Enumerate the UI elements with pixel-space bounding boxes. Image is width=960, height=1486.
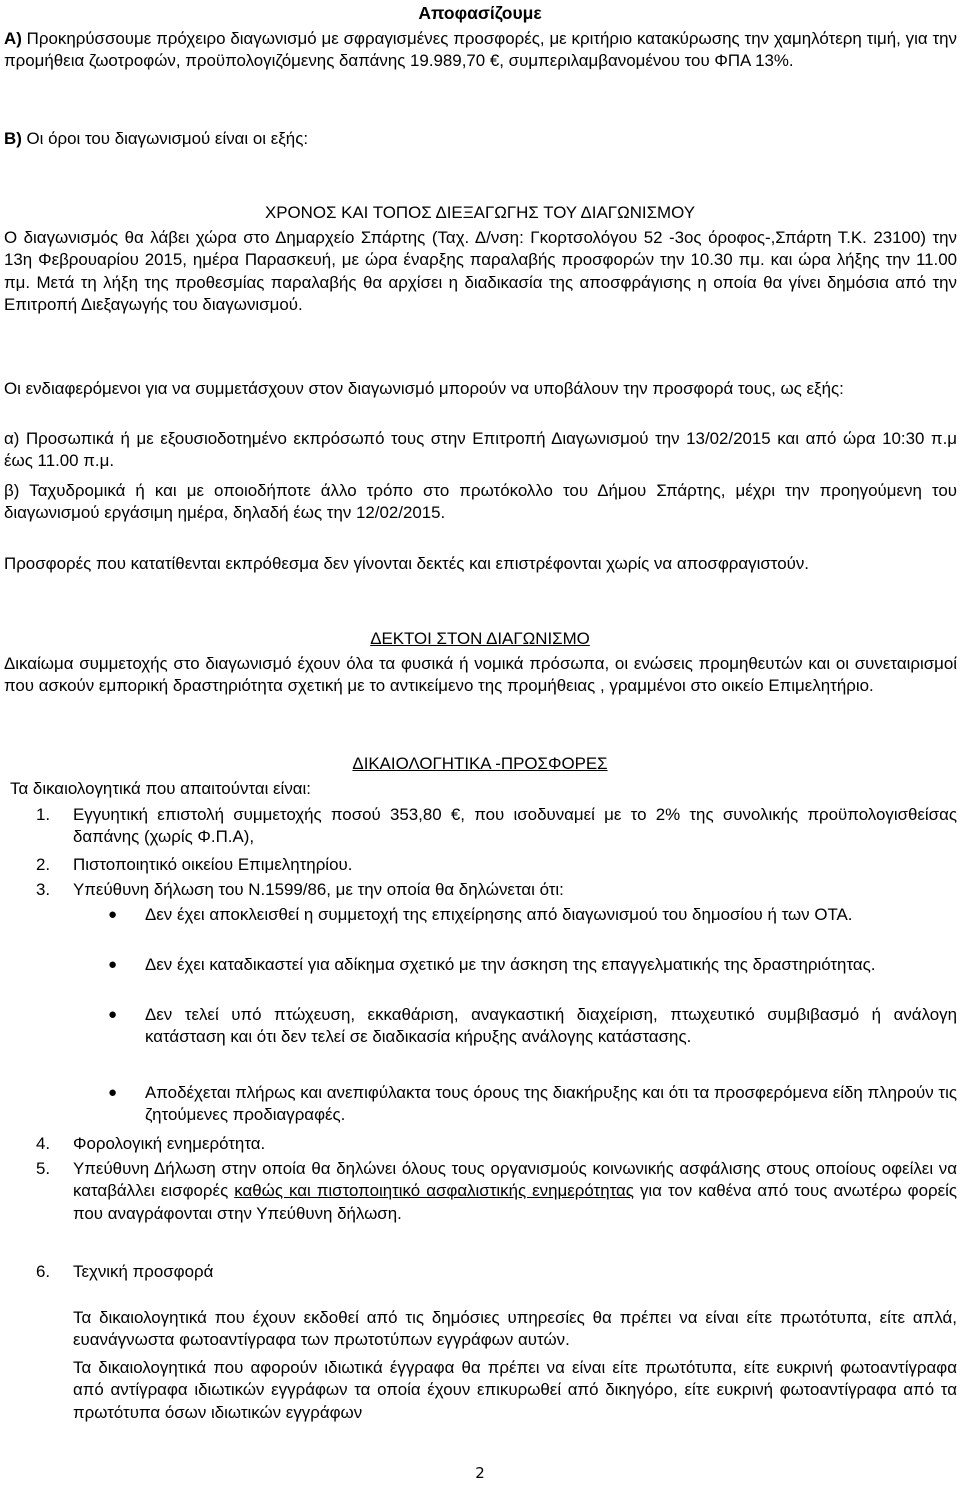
heading-docs: ΔΙΚΑΙΟΛΟΓΗΤΙΚΑ -ΠΡΟΣΦΟΡΕΣ bbox=[352, 754, 608, 773]
heading-eligible: ΔΕΚΤΟΙ ΣΤΟΝ ΔΙΑΓΩΝΙΣΜΟ bbox=[370, 629, 590, 648]
bullet-icon: ● bbox=[108, 1006, 118, 1023]
section-b-text: Οι όροι του διαγωνισμού είναι οι εξής: bbox=[21, 129, 309, 148]
bullet-text: Δεν έχει αποκλεισθεί η συμμετοχή της επιχείρησης από διαγωνισμού του δημοσίου ή των ΟΤΑ. bbox=[145, 905, 853, 924]
closing-paragraph-1: Τα δικαιολογητικά που έχουν εκδοθεί από τις δημόσιες υπηρεσίες θα πρέπει να είναι είτε πρωτότυπα, είτε απλά, ευανάγνωστα φωτοαντίγραφα των πρωτοτύπων εγγράφων αυτών. bbox=[73, 1308, 957, 1350]
eligible-paragraph: Δικαίωμα συμμετοχής στο διαγωνισμό έχουν όλα τα φυσικά ή νομικά πρόσωπα, οι ενώσεις προμηθευτών και οι συνεταιρισμοί που ασκούν εμπορική δραστηριότητα σχετική με το αντικείμενο της προμήθειας , γραμμένοι στο οικείο Επιμελητήριο. bbox=[4, 654, 957, 696]
docs-intro: Τα δικαιολογητικά που απαιτούνται είναι: bbox=[10, 779, 311, 798]
document-title: Αποφασίζουμε bbox=[418, 3, 542, 23]
section-b-paragraph bbox=[4, 128, 957, 150]
doc-item-number: 1. bbox=[36, 805, 51, 824]
section-a-label: Α) bbox=[4, 29, 22, 48]
bullet-text: Δεν έχει καταδικαστεί για αδίκημα σχετικό με την άσκηση της επαγγελματικής της δραστηριότητας. bbox=[145, 955, 876, 974]
doc-item-5-text-end: για τον καθένα από τους ανωτέρω φορείς που αναγράφονται στην Υπεύθυνη δήλωση. bbox=[73, 1181, 957, 1223]
section-a-text: Προκηρύσσουμε πρόχειρο διαγωνισμό με σφραγισμένες προσφορές, με κριτήριο κατακύρωσης την χαμηλότερη τιμή, για την προμήθεια ζωοτροφών, προϋπολογιζόμενης δαπάνης 19.989,70 €, συμπεριλαμβανομένου του ΦΠΑ 13%. bbox=[4, 29, 957, 71]
doc-item-text bbox=[73, 1158, 957, 1225]
doc-item-5-underlined: καθώς και πιστοποιητικό ασφαλιστικής ενημερότητας bbox=[234, 1181, 634, 1201]
closing-paragraph-2: Τα δικαιολογητικά που αφορούν ιδιωτικά έγγραφα θα πρέπει να είναι είτε πρωτότυπα, είτε ευκρινή φωτοαντίγραφα από αντίγραφα ιδιωτικών εγγράφων τα οποία έχουν επικυρωθεί από δικηγόρο, είτε ευκρινή φωτοαντίγραφα από τα πρωτότυπα όσων ιδιωτικών εγγράφων bbox=[73, 1358, 957, 1422]
late-offers-paragraph: Προσφορές που κατατίθενται εκπρόθεσμα δεν γίνονται δεκτές και επιστρέφονται χωρίς να αποσφραγιστούν. bbox=[4, 554, 809, 573]
bullet-text: Αποδέχεται πλήρως και ανεπιφύλακτα τους όρους της διακήρυξης και ότι τα προσφερόμενα είδη πληρούν τις ζητούμενες προδιαγραφές. bbox=[145, 1083, 957, 1125]
bullet-icon: ● bbox=[108, 906, 118, 923]
bullet-icon: ● bbox=[108, 1084, 118, 1101]
doc-item-5-text-start: Υπεύθυνη Δήλωση στην οποία θα δηλώνει όλους τους οργανισμούς κοινωνικής ασφάλισης στους οποίους οφείλει να καταβάλλει εισφορές bbox=[73, 1159, 957, 1201]
doc-item-number: 4. bbox=[36, 1134, 51, 1153]
doc-item-text: Υπεύθυνη δήλωση του Ν.1599/86, με την οποία θα δηλώνεται ότι: bbox=[73, 880, 564, 899]
bullet-text: Δεν τελεί υπό πτώχευση, εκκαθάριση, αναγκαστική διαχείριση, πτωχευτικό συμβιβασμό ή ανάλογη κατάσταση και ότι δεν τελεί σε διαδικασία κήρυξης ανάλογης κατάστασης. bbox=[145, 1005, 957, 1047]
doc-item-text: Φορολογική ενημερότητα. bbox=[73, 1134, 266, 1153]
doc-item-text: Εγγυητική επιστολή συμμετοχής ποσού 353,80 €, που ισοδυναμεί με το 2% της συνολικής προϋπολογισθείσας δαπάνης (χωρίς Φ.Π.Α), bbox=[73, 805, 957, 847]
doc-item-number: 2. bbox=[36, 855, 51, 874]
interested-intro-paragraph: Οι ενδιαφερόμενοι για να συμμετάσχουν στον διαγωνισμό μπορούν να υποβάλουν την προσφορά τους, ως εξής: bbox=[4, 379, 844, 398]
doc-item-text: Τεχνική προσφορά bbox=[73, 1262, 214, 1281]
bullet-icon: ● bbox=[108, 956, 118, 973]
doc-item-number: 3. bbox=[36, 880, 51, 899]
doc-item-number: 5. bbox=[36, 1159, 51, 1178]
option-a-paragraph: α) Προσωπικά ή με εξουσιοδοτημένο εκπρόσωπό τους στην Επιτροπή Διαγωνισμού την 13/02/2015 και από ώρα 10:30 π.μ έως 11.00 π.μ. bbox=[4, 429, 957, 471]
doc-item-number: 6. bbox=[36, 1262, 51, 1281]
option-b-paragraph: β) Ταχυδρομικά ή και με οποιοδήποτε άλλο τρόπο στο πρωτόκολλο του Δήμου Σπάρτης, μέχρι την προηγούμενη του διαγωνισμού εργάσιμη ημέρα, δηλαδή έως την 12/02/2015. bbox=[4, 481, 957, 523]
doc-item-text: Πιστοποιητικό οικείου Επιμελητηρίου. bbox=[73, 855, 353, 874]
time-place-paragraph: Ο διαγωνισμός θα λάβει χώρα στο Δημαρχείο Σπάρτης (Ταχ. Δ/νση: Γκορτσολόγου 52 -3ος όροφος-,Σπάρτη Τ.Κ. 23100) την 13η Φεβρουαρίου 2015, ημέρα Παρασκευή, με ώρα έναρξης παραλαβής προσφορών την 10.30 πμ. και ώρα λήξης την 11.00 πμ. Μετά τη λήξη της προθεσμίας παραλαβής θα αρχίσει η διαδικασία της αποσφράγισης η οποία θα γίνει δημόσια από την Επιτροπή Διεξαγωγής του διαγωνισμού. bbox=[4, 228, 957, 315]
section-a-paragraph bbox=[4, 28, 957, 73]
heading-time-place: ΧΡΟΝΟΣ ΚΑΙ ΤΟΠΟΣ ΔΙΕΞΑΓΩΓΗΣ ΤΟΥ ΔΙΑΓΩΝΙΣΜΟΥ bbox=[265, 203, 695, 222]
section-b-label: Β) bbox=[4, 129, 22, 148]
page-number: 2 bbox=[475, 1464, 485, 1482]
